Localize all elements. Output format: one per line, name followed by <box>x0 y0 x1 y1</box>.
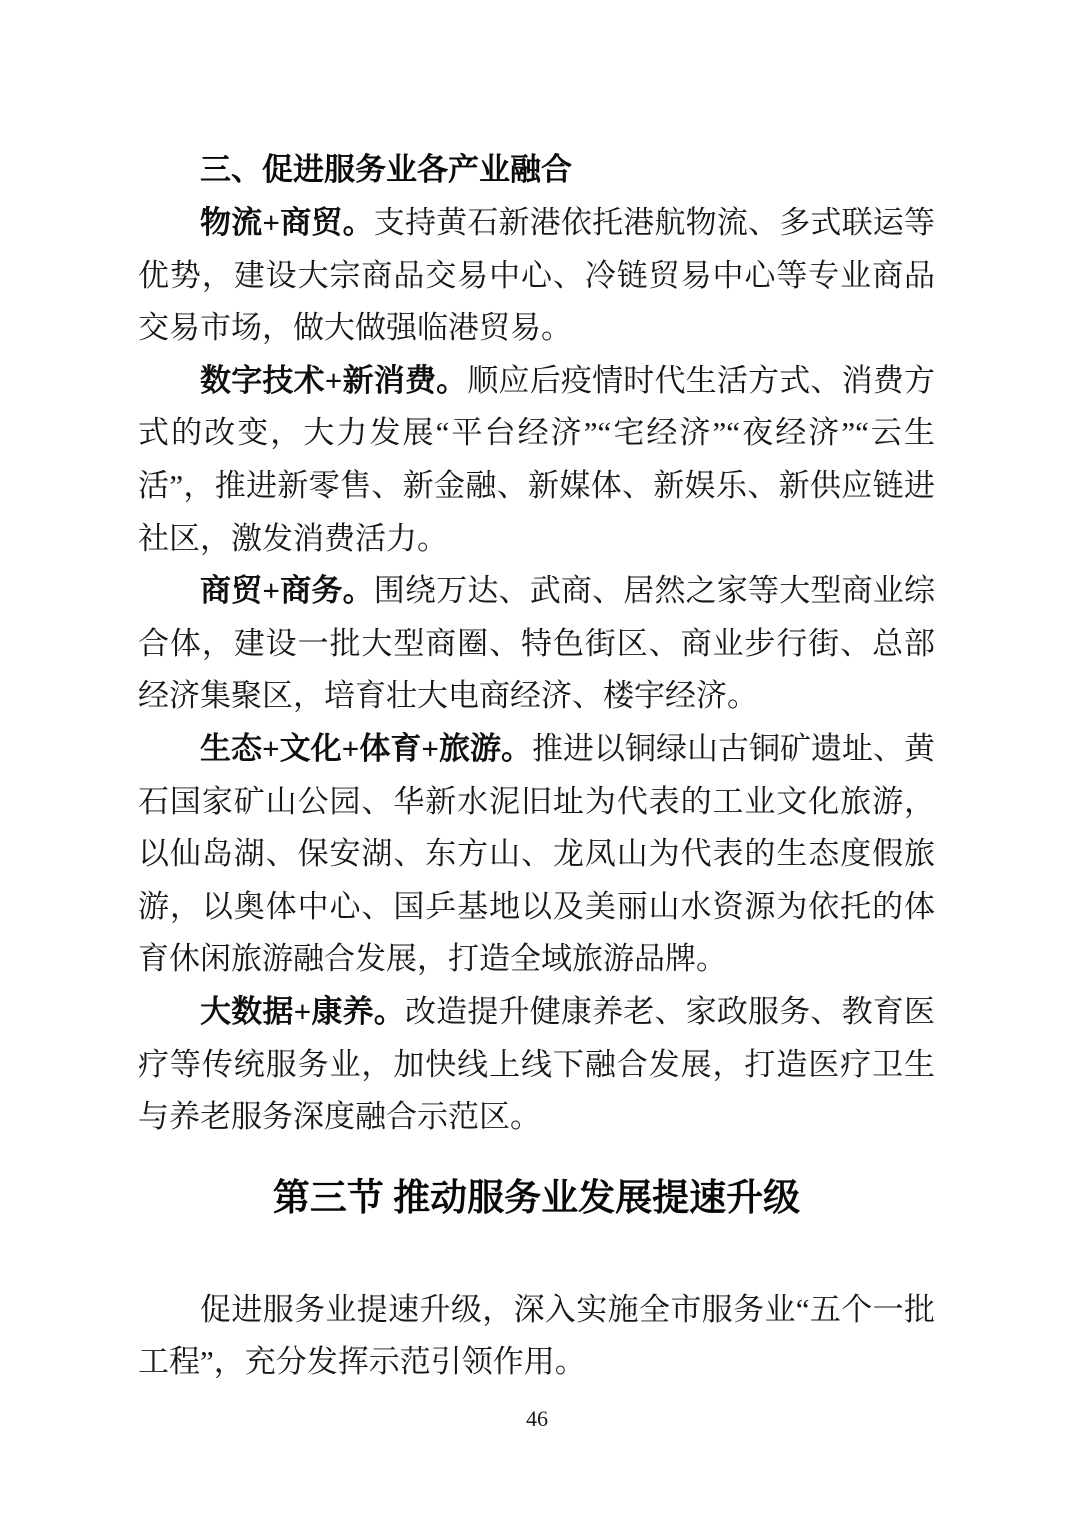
paragraph-lead: 商贸+商务。 <box>200 573 374 609</box>
section-heading: 第三节 推动服务业发展提速升级 <box>272 1177 801 1219</box>
paragraph-text: 推进以铜绿山古铜矿遗址、黄石国家矿山公园、华新水泥旧址为代表的工业文化旅游，以仙岛湖、保安湖、东方山、龙凤山为代表的生态度假旅游，以奥体中心、国乒基地以及美丽山水资源为依托的体育休闲旅游融合发展，打造全域旅游品牌。 <box>138 730 935 977</box>
subsection-heading: 三、促进服务业各产业融合 <box>200 152 572 187</box>
paragraph-text: 改造提升健康养老、家政服务、教育医疗等传统服务业，加快线上线下融合发展，打造医疗卫生与养老服务深度融合示范区。 <box>138 993 935 1135</box>
document-content <box>138 150 935 1389</box>
paragraph-commerce-business <box>138 565 935 723</box>
paragraph-bigdata-wellness <box>138 986 935 1144</box>
paragraph-text: 围绕万达、武商、居然之家等大型商业综合体，建设一批大型商圈、特色街区、商业步行街、总部经济集聚区，培育壮大电商经济、楼宇经济。 <box>138 573 935 714</box>
paragraph-lead: 数字技术+新消费。 <box>200 362 468 398</box>
paragraph-digital-consumption <box>138 355 935 565</box>
paragraph-text: 促进服务业提速升级，深入实施全市服务业“五个一批工程”，充分发挥示范引领作用。 <box>138 1291 935 1380</box>
paragraph-closing <box>138 1284 935 1389</box>
paragraph-lead: 物流+商贸。 <box>200 205 374 240</box>
paragraph-text: 支持黄石新港依托港航物流、多式联运等优势，建设大宗商品交易中心、冷链贸易中心等专业商品交易市场，做大做强临港贸易。 <box>138 205 935 346</box>
paragraph-eco-culture-sports-tourism <box>138 723 935 986</box>
paragraph-lead: 大数据+康养。 <box>200 993 405 1029</box>
paragraph-logistics-trade <box>138 197 935 355</box>
page-number: 46 <box>526 1406 548 1431</box>
paragraph-text: 顺应后疫情时代生活方式、消费方式的改变，大力发展“平台经济”“宅经济”“夜经济”“云生活”，推进新零售、新金融、新媒体、新娱乐、新供应链进社区，激发消费活力。 <box>138 362 935 556</box>
paragraph-lead: 生态+文化+体育+旅游。 <box>200 730 532 766</box>
